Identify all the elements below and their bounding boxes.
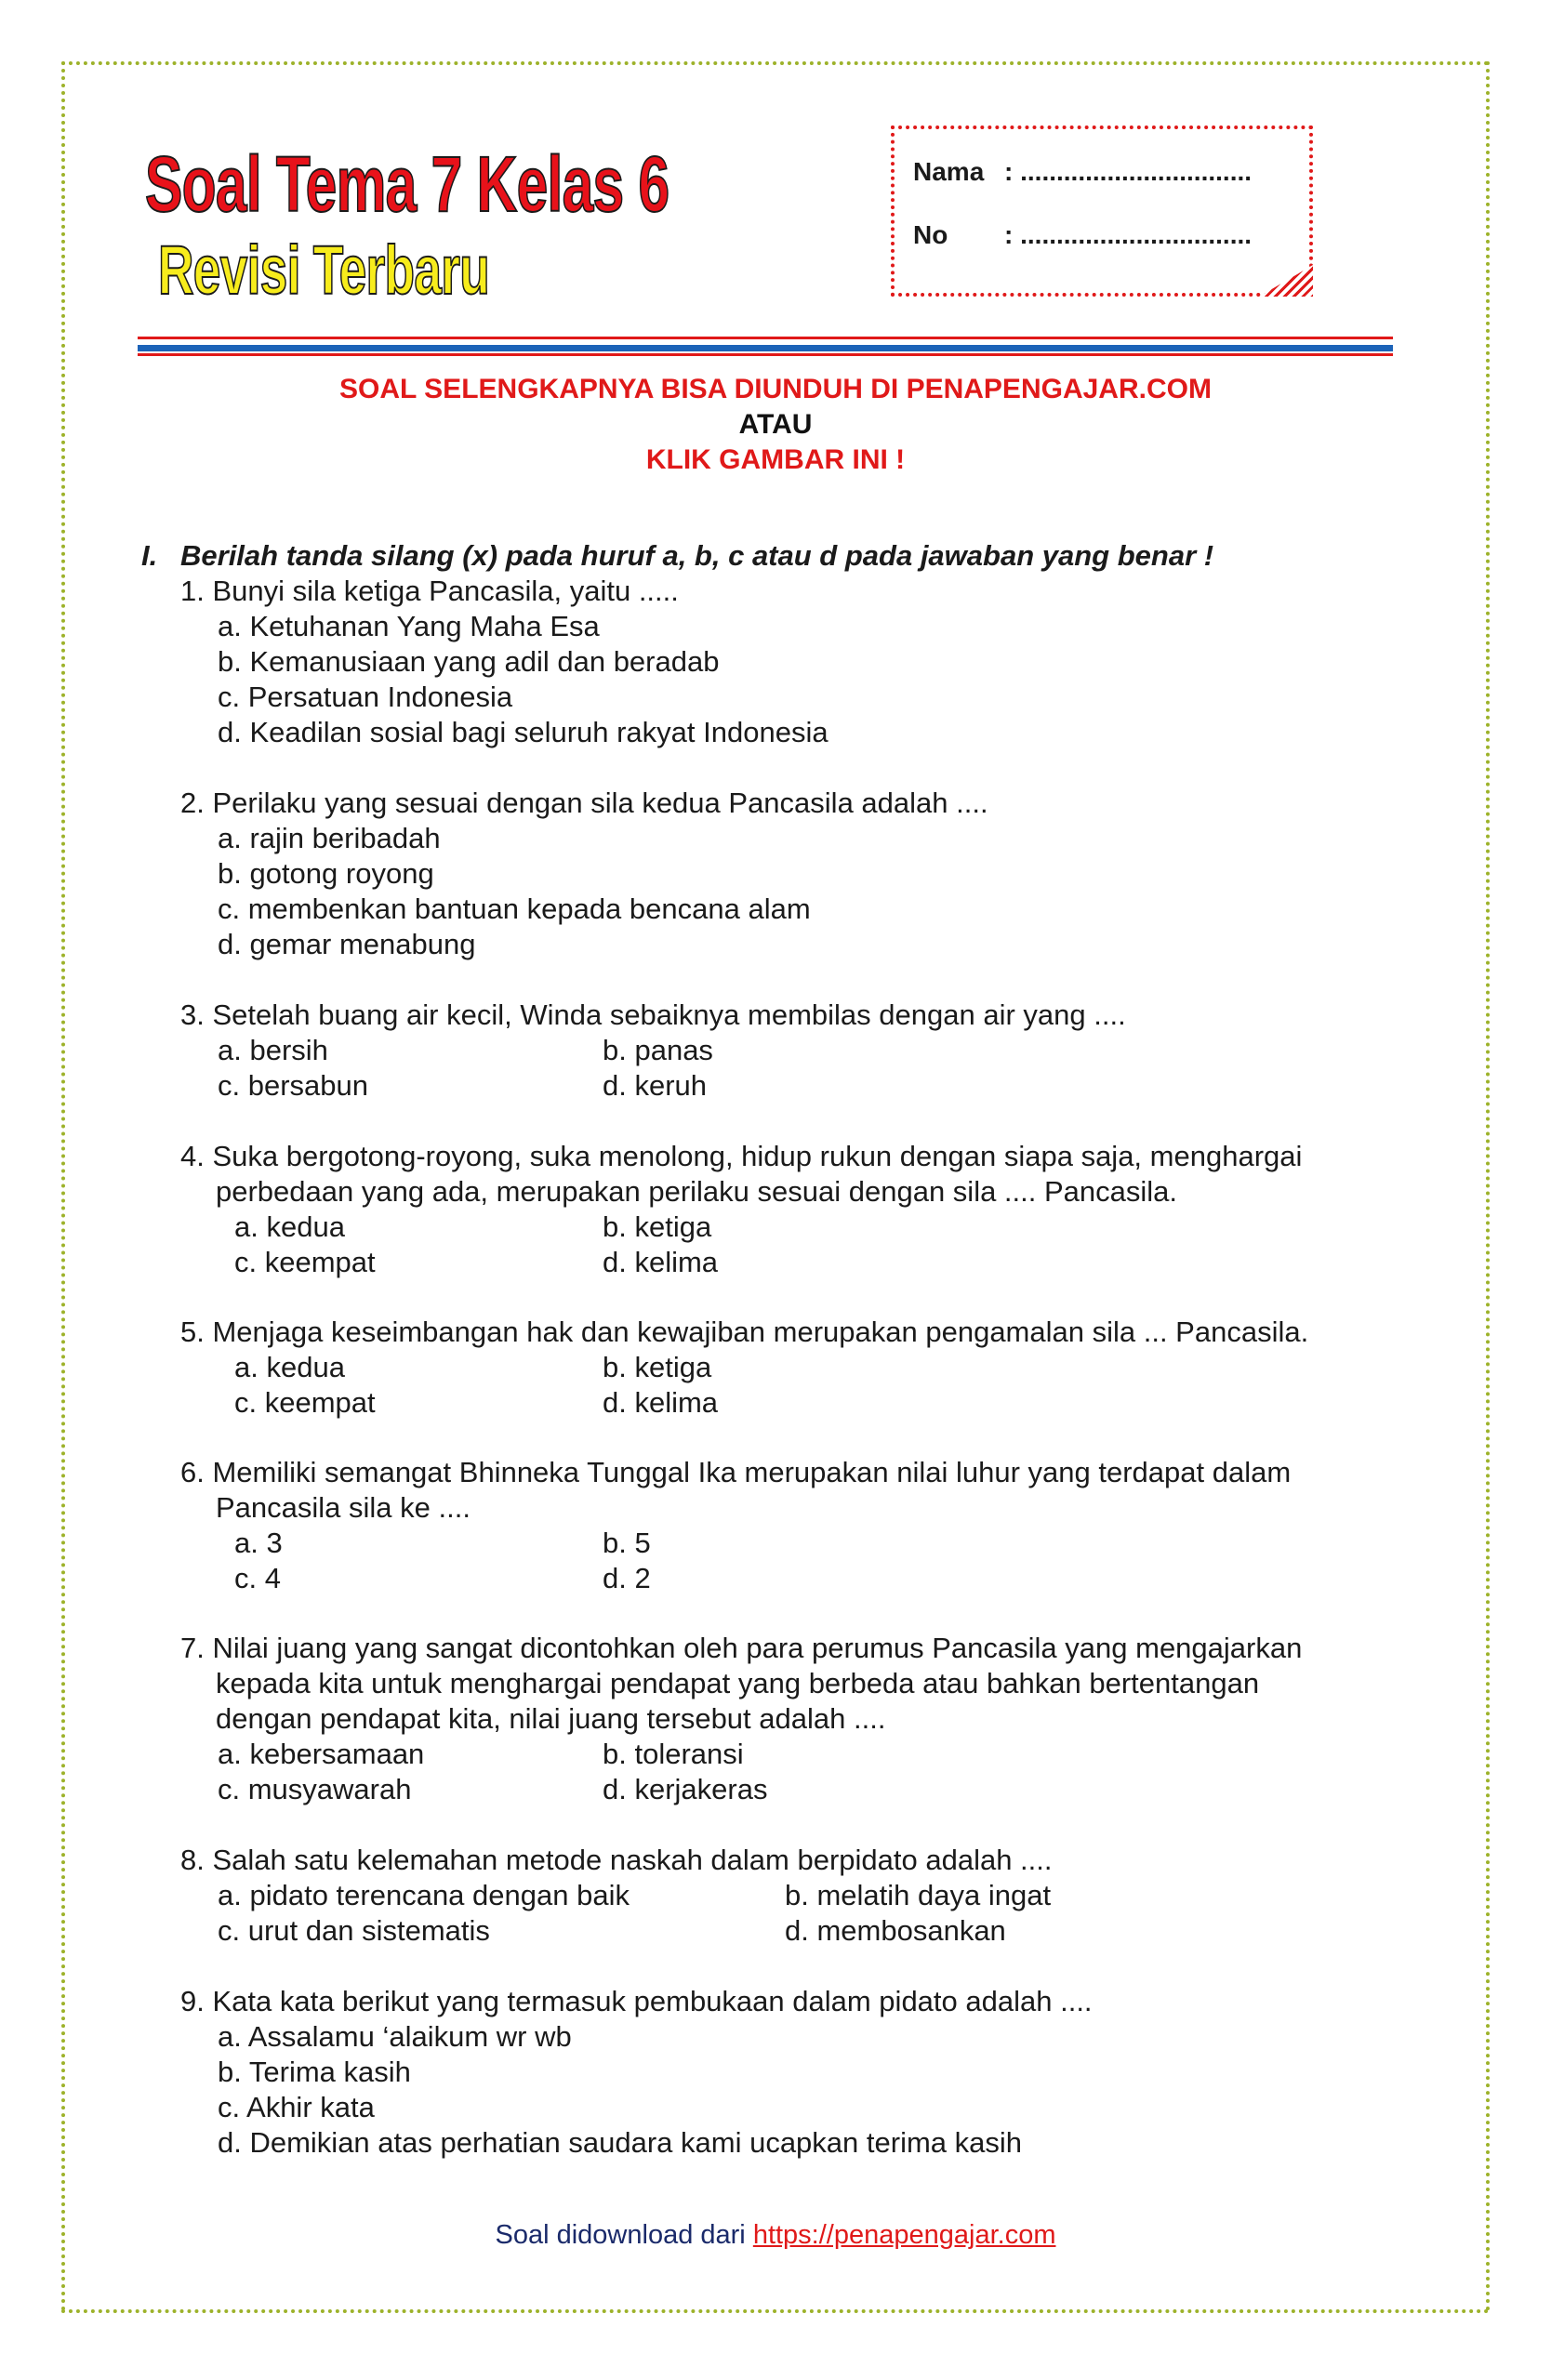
question-7: 7. Nilai juang yang sangat dicontohkan oleh para perumus Pancasila yang mengajarkan: [180, 1632, 1303, 1664]
q8-option-c[interactable]: c. urut dan sistematis: [218, 1914, 490, 1947]
q9-option-b[interactable]: b. Terima kasih: [218, 2056, 411, 2088]
q5-option-a[interactable]: a. kedua: [234, 1351, 345, 1383]
q8-option-d[interactable]: d. membosankan: [785, 1914, 1006, 1947]
page-title: Soal Tema 7 Kelas 6: [145, 140, 669, 228]
question-6: 6. Memiliki semangat Bhinneka Tunggal Ika merupakan nilai luhur yang terdapat dalam: [180, 1456, 1292, 1488]
q7-option-a[interactable]: a. kebersamaan: [218, 1738, 425, 1770]
header-rule-red-top: [138, 337, 1393, 339]
q2-option-b[interactable]: b. gotong royong: [218, 857, 434, 890]
q3-option-c[interactable]: c. bersabun: [218, 1069, 368, 1102]
question-2: 2. Perilaku yang sesuai dengan sila kedua Pancasila adalah ....: [180, 787, 988, 819]
q6-option-b[interactable]: b. 5: [603, 1527, 651, 1559]
q7-option-c[interactable]: c. musyawarah: [218, 1773, 412, 1805]
header-rule-blue: [138, 345, 1393, 351]
q5-option-d[interactable]: d. kelima: [603, 1386, 719, 1419]
footer-text: Soal didownload dari: [495, 2220, 746, 2250]
question-1: 1. Bunyi sila ketiga Pancasila, yaitu .....: [180, 575, 679, 607]
q1-option-d[interactable]: d. Keadilan sosial bagi seluruh rakyat Indonesia: [218, 716, 829, 748]
name-blank: : ................................: [1004, 157, 1253, 186]
q4-option-d[interactable]: d. kelima: [603, 1246, 719, 1278]
q6-option-a[interactable]: a. 3: [234, 1527, 283, 1559]
name-field[interactable]: [913, 157, 1252, 187]
student-id-box: [891, 126, 1313, 297]
page-curl-decoration: [1259, 265, 1313, 297]
banner-or-line: ATAU: [738, 409, 813, 440]
question-4-continued: perbedaan yang ada, merupakan perilaku sesuai dengan sila .... Pancasila.: [216, 1175, 1178, 1208]
question-7-continued-2: dengan pendapat kita, nilai juang tersebut adalah ....: [216, 1702, 886, 1735]
q3-option-b[interactable]: b. panas: [603, 1034, 713, 1066]
q5-option-c[interactable]: c. keempat: [234, 1386, 376, 1419]
section-number: I.: [141, 539, 158, 572]
footer: [0, 2220, 1551, 2251]
q1-option-a[interactable]: a. Ketuhanan Yang Maha Esa: [218, 610, 600, 642]
question-3: 3. Setelah buang air kecil, Winda sebaiknya membilas dengan air yang ....: [180, 998, 1126, 1031]
section-instruction: [141, 539, 1213, 573]
question-5: 5. Menjaga keseimbangan hak dan kewajiban merupakan pengamalan sila ... Pancasila.: [180, 1316, 1309, 1348]
q1-option-b[interactable]: b. Kemanusiaan yang adil dan beradab: [218, 645, 720, 678]
download-banner-line[interactable]: SOAL SELENGKAPNYA BISA DIUNDUH DI PENAPENGAJAR.COM: [339, 374, 1212, 404]
q4-option-a[interactable]: a. kedua: [234, 1210, 345, 1243]
q2-option-a[interactable]: a. rajin beribadah: [218, 822, 441, 854]
number-blank: : ................................: [1004, 220, 1253, 249]
question-8: 8. Salah satu kelemahan metode naskah dalam berpidato adalah ....: [180, 1844, 1053, 1876]
q4-option-b[interactable]: b. ketiga: [603, 1210, 712, 1243]
number-label: No: [913, 220, 948, 249]
question-4: 4. Suka bergotong-royong, suka menolong, hidup rukun dengan siapa saja, menghargai: [180, 1140, 1303, 1172]
q3-option-d[interactable]: d. keruh: [603, 1069, 708, 1102]
click-image-link[interactable]: KLIK GAMBAR INI !: [645, 444, 906, 475]
q5-option-b[interactable]: b. ketiga: [603, 1351, 712, 1383]
footer-link[interactable]: https://penapengajar.com: [752, 2220, 1056, 2250]
name-label: Nama: [913, 157, 985, 186]
q1-option-c[interactable]: c. Persatuan Indonesia: [218, 681, 513, 713]
q8-option-b[interactable]: b. melatih daya ingat: [785, 1879, 1052, 1911]
question-9: 9. Kata kata berikut yang termasuk pembukaan dalam pidato adalah ....: [180, 1985, 1093, 2017]
q9-option-d[interactable]: d. Demikian atas perhatian saudara kami ucapkan terima kasih: [218, 2126, 1023, 2159]
q7-option-b[interactable]: b. toleransi: [603, 1738, 744, 1770]
section-instruction-text: Berilah tanda silang (x) pada huruf a, b, c atau d pada jawaban yang benar !: [180, 539, 1214, 572]
q6-option-d[interactable]: d. 2: [603, 1562, 651, 1594]
question-7-continued-1: kepada kita untuk menghargai pendapat yang berbeda atau bahkan bertentangan: [216, 1667, 1260, 1699]
question-6-continued: Pancasila sila ke ....: [216, 1491, 471, 1524]
q4-option-c[interactable]: c. keempat: [234, 1246, 376, 1278]
header-rule-red-bottom: [138, 353, 1393, 356]
q9-option-a[interactable]: a. Assalamu ‘alaikum wr wb: [218, 2020, 572, 2053]
q7-option-d[interactable]: d. kerjakeras: [603, 1773, 768, 1805]
q3-option-a[interactable]: a. bersih: [218, 1034, 328, 1066]
q8-option-a[interactable]: a. pidato terencana dengan baik: [218, 1879, 630, 1911]
q6-option-c[interactable]: c. 4: [234, 1562, 281, 1594]
number-field[interactable]: [913, 220, 1252, 250]
q2-option-d[interactable]: d. gemar menabung: [218, 928, 476, 960]
q9-option-c[interactable]: c. Akhir kata: [218, 2091, 375, 2123]
q2-option-c[interactable]: c. membenkan bantuan kepada bencana alam: [218, 892, 811, 925]
page-subtitle: Revisi Terbaru: [158, 231, 490, 309]
